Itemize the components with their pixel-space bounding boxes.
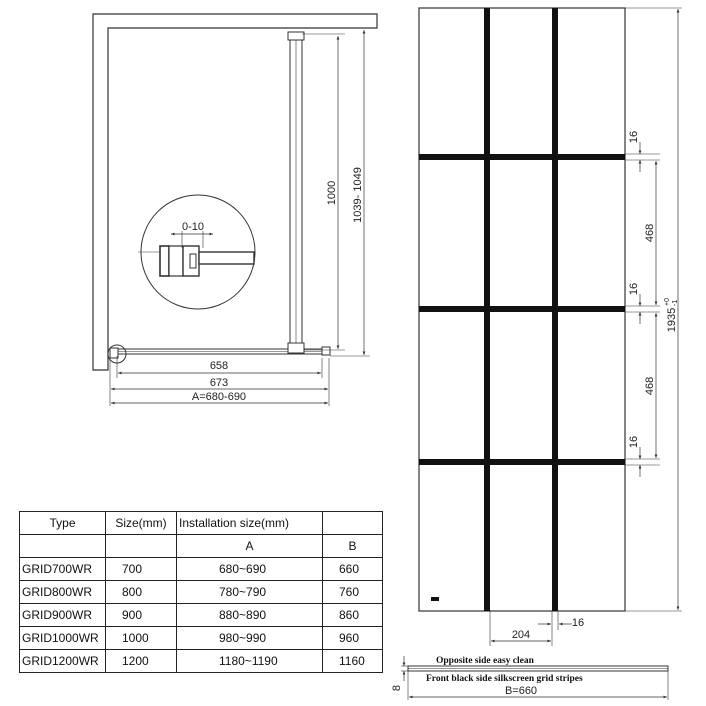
cell-a: 680~690 — [177, 558, 323, 581]
cell-type: GRID1200WR — [20, 650, 106, 673]
dim-0-10: 0-10 — [181, 221, 205, 233]
table-row — [20, 650, 383, 673]
cell-b: 660 — [323, 558, 383, 581]
cell-a: 1180~1190 — [177, 650, 323, 673]
cell-size: 1000 — [106, 627, 177, 650]
header-type: Type — [20, 512, 106, 535]
cell-type: GRID900WR — [20, 604, 106, 627]
dim-1935-tol-upper: +0 — [664, 298, 671, 306]
subheader-2 — [106, 535, 177, 558]
dim-8: 8 — [391, 684, 403, 692]
subheader-A: A — [177, 535, 323, 558]
grid-stripe-horizontal-1 — [419, 154, 625, 160]
dim-658: 658 — [209, 360, 229, 372]
dim-468-lower: 468 — [644, 376, 656, 396]
table-row — [20, 627, 383, 650]
cell-type: GRID700WR — [20, 558, 106, 581]
cell-b: 1160 — [323, 650, 383, 673]
plan-view — [93, 14, 377, 406]
dim-16-low: 16 — [628, 435, 640, 449]
header-installation: Installation size(mm) — [177, 512, 323, 535]
dim-1935: 1935 — [666, 307, 678, 333]
table-row — [20, 558, 383, 581]
table-header-row — [20, 512, 383, 535]
table-row — [20, 581, 383, 604]
cell-a: 780~790 — [177, 581, 323, 604]
dim-204: 204 — [511, 629, 531, 641]
dim-16-mid: 16 — [628, 282, 640, 296]
table-row — [20, 604, 383, 627]
detail-magnifier — [138, 195, 255, 309]
header-size: Size(mm) — [106, 512, 177, 535]
subheader-1 — [20, 535, 106, 558]
cell-size: 700 — [106, 558, 177, 581]
dim-16-top: 16 — [628, 130, 640, 144]
dim-673: 673 — [209, 377, 229, 389]
cell-a: 880~890 — [177, 604, 323, 627]
subheader-B: B — [323, 535, 383, 558]
cell-b: 960 — [323, 627, 383, 650]
spec-table — [19, 511, 383, 673]
header-blank — [323, 512, 383, 535]
dim-468-upper: 468 — [644, 223, 656, 243]
grid-stripe-horizontal-3 — [419, 459, 625, 465]
cell-b: 760 — [323, 581, 383, 604]
cell-a: 980~990 — [177, 627, 323, 650]
cell-size: 900 — [106, 604, 177, 627]
cell-b: 860 — [323, 604, 383, 627]
dim-A: A=680-690 — [191, 391, 247, 403]
grid-stripe-horizontal-2 — [419, 306, 625, 312]
cell-type: GRID800WR — [20, 581, 106, 604]
dim-1935-tol-lower: -1 — [672, 299, 679, 306]
logo-mark — [431, 597, 439, 601]
note-opposite-side: Opposite side easy clean — [436, 656, 534, 666]
cell-size: 1200 — [106, 650, 177, 673]
dim-1039-1049: 1039- 1049 — [352, 167, 364, 223]
grid-panel — [419, 8, 625, 611]
table-subheader-row — [20, 535, 383, 558]
note-front-side: Front black side silkscreen grid stripes — [426, 674, 583, 684]
cell-type: GRID1000WR — [20, 627, 106, 650]
dim-B: B=660 — [504, 685, 538, 697]
dim-1000: 1000 — [326, 180, 338, 206]
dim-16-bottom: 16 — [571, 617, 585, 629]
cell-size: 800 — [106, 581, 177, 604]
